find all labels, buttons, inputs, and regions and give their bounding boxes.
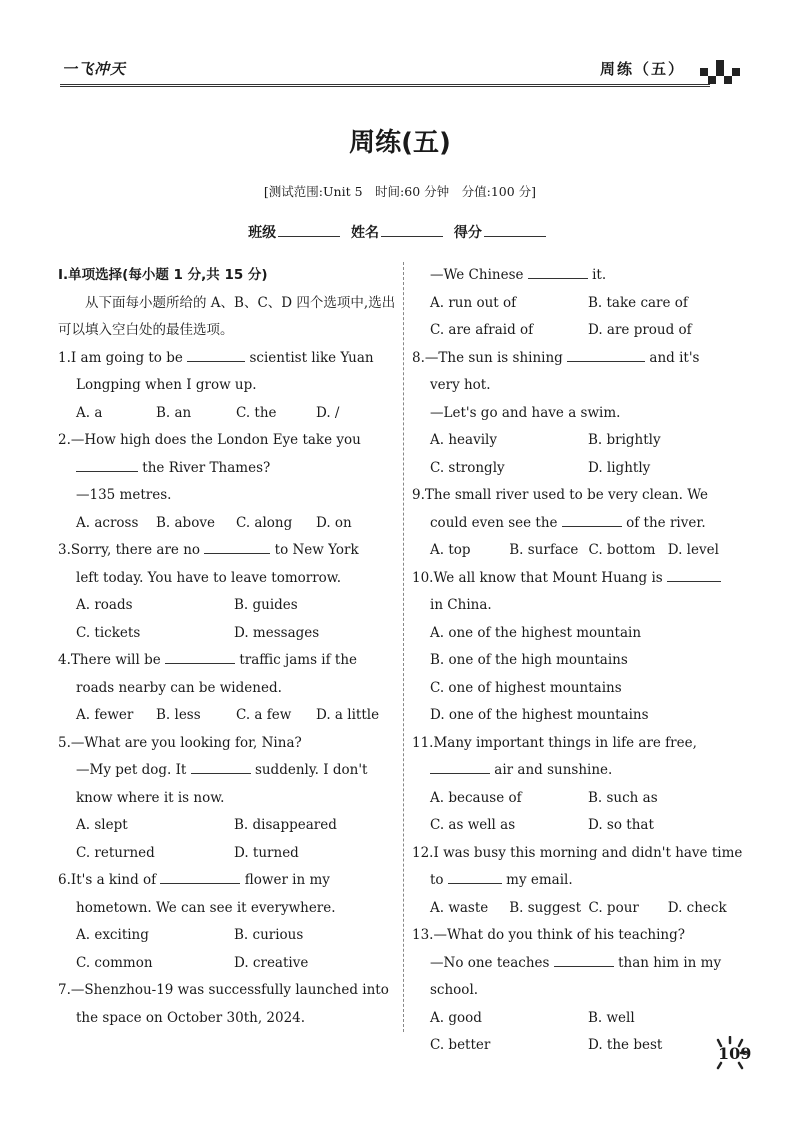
option-b[interactable]: B. guides xyxy=(234,597,298,613)
page-number: 109 xyxy=(712,1036,748,1072)
section-heading: Ⅰ.单项选择(每小题 1 分,共 15 分) xyxy=(58,267,268,283)
option-a[interactable]: A. across xyxy=(76,514,139,531)
checker-decoration-icon xyxy=(700,60,742,84)
answer-blank[interactable] xyxy=(204,540,270,554)
class-blank[interactable] xyxy=(278,222,340,237)
option-a[interactable]: A. top xyxy=(430,542,471,558)
option-a[interactable]: A. good xyxy=(430,1009,482,1026)
question-8: 8.—The sun is shining and it's very hot. —Let's go and have a swim. A. heavily B. brightly C. strongly D. lightly xyxy=(412,345,747,483)
answer-blank[interactable] xyxy=(187,348,245,362)
question-9: 9.The small river used to be very clean. We could even see the of the river. A. top B. surface C. bottom D. level xyxy=(412,482,747,565)
option-b[interactable]: B. brightly xyxy=(588,432,661,448)
option-c[interactable]: C. common xyxy=(76,954,153,971)
question-10: 10.We all know that Mount Huang is in China. A. one of the highest mountain B. one of the high mountains C. one of highest mountains D. one of the highest mountains xyxy=(412,565,747,730)
test-scope: [测试范围:Unit 5 时间:60 分钟 分值:100 分] xyxy=(263,184,537,199)
option-a[interactable]: A. because of xyxy=(430,789,522,806)
option-b[interactable]: B. above xyxy=(156,514,215,531)
left-column xyxy=(58,262,398,1032)
question-4: 4.There will be traffic jams if the roads nearby can be widened. A. fewer B. less C. a few D. a little xyxy=(58,647,398,730)
option-b[interactable]: B. an xyxy=(156,404,192,421)
option-d[interactable]: D. one of the highest mountains xyxy=(430,707,649,723)
option-c[interactable]: C. bottom xyxy=(588,542,656,558)
question-6: 6.It's a kind of flower in my hometown. We can see it everywhere. A. exciting B. curious C. common D. creative xyxy=(58,867,398,977)
name-label: 姓名 xyxy=(351,225,379,241)
option-b[interactable]: B. suggest xyxy=(509,899,582,916)
class-label: 班级 xyxy=(248,225,277,241)
option-d[interactable]: D. level xyxy=(667,542,719,558)
option-c[interactable]: C. a few xyxy=(236,707,292,723)
option-c[interactable]: C. tickets xyxy=(76,624,141,641)
option-d[interactable]: D. turned xyxy=(234,844,299,861)
right-column xyxy=(412,262,747,1060)
option-b[interactable]: B. less xyxy=(156,707,201,723)
page-title: 周练(五) xyxy=(349,128,451,158)
option-d[interactable]: D. the best xyxy=(588,1037,663,1053)
option-a[interactable]: A. waste xyxy=(430,899,489,916)
option-b[interactable]: B. one of the high mountains xyxy=(430,652,628,668)
option-a[interactable]: A. run out of xyxy=(430,294,517,311)
option-d[interactable]: D. are proud of xyxy=(588,322,692,338)
header-rule xyxy=(60,84,710,87)
score-label: 得分 xyxy=(453,225,482,241)
answer-blank[interactable] xyxy=(165,650,235,664)
answer-blank[interactable] xyxy=(554,953,614,967)
brand-header: 一飞冲天 xyxy=(62,60,127,78)
answer-blank[interactable] xyxy=(76,458,138,472)
option-b[interactable]: B. disappeared xyxy=(234,817,337,833)
option-c[interactable]: C. along xyxy=(236,514,293,531)
option-a[interactable]: A. a xyxy=(76,404,103,421)
option-b[interactable]: B. such as xyxy=(588,789,658,806)
answer-blank[interactable] xyxy=(160,870,240,884)
option-b[interactable]: B. surface xyxy=(509,542,579,558)
question-1: 1.I am going to be scientist like Yuan Longping when I grow up. A. a B. an C. the D. / xyxy=(58,345,398,428)
question-13: 13.—What do you think of his teaching? —No one teaches than him in my school. A. good B. well C. better D. the best xyxy=(412,922,747,1060)
answer-blank[interactable] xyxy=(667,568,721,582)
option-c[interactable]: C. one of highest mountains xyxy=(430,679,622,696)
option-c[interactable]: C. as well as xyxy=(430,817,516,833)
question-7: 7.—Shenzhou-19 was successfully launched into the space on October 30th, 2024. xyxy=(58,982,389,1026)
option-b[interactable]: B. curious xyxy=(234,927,304,943)
option-d[interactable]: D. so that xyxy=(588,817,654,833)
answer-blank[interactable] xyxy=(562,513,622,527)
score-blank[interactable] xyxy=(484,222,546,237)
option-c[interactable]: C. strongly xyxy=(430,459,505,476)
question-5: 5.—What are you looking for, Nina? —My pet dog. It suddenly. I don't know where it is now. A. slept B. disappeared C. returned D. turned xyxy=(58,730,398,868)
answer-blank[interactable] xyxy=(430,760,490,774)
option-a[interactable]: A. fewer xyxy=(76,707,134,723)
section-header: 周练（五） xyxy=(600,60,686,78)
option-a[interactable]: A. roads xyxy=(76,597,133,613)
option-c[interactable]: C. better xyxy=(430,1037,491,1053)
question-11: 11.Many important things in life are free, air and sunshine. A. because of B. such as C. as well as D. so that xyxy=(412,730,747,840)
question-12: 12.I was busy this morning and didn't have time to my email. A. waste B. suggest C. pour D. check xyxy=(412,840,747,923)
option-c[interactable]: C. pour xyxy=(588,899,639,916)
student-info xyxy=(0,222,800,242)
option-c[interactable]: C. are afraid of xyxy=(430,322,534,338)
option-a[interactable]: A. heavily xyxy=(430,432,497,448)
option-a[interactable]: A. one of the highest mountain xyxy=(430,624,642,641)
option-d[interactable]: D. creative xyxy=(234,954,309,971)
option-d[interactable]: D. a little xyxy=(316,707,380,723)
question-7-cont: —We Chinese it. A. run out of B. take care of C. are afraid of D. are proud of xyxy=(412,262,747,345)
option-b[interactable]: B. well xyxy=(588,1009,635,1026)
name-blank[interactable] xyxy=(381,222,443,237)
answer-blank[interactable] xyxy=(191,760,251,774)
option-d[interactable]: D. check xyxy=(667,899,727,916)
answer-blank[interactable] xyxy=(567,348,645,362)
option-d[interactable]: D. on xyxy=(316,514,352,531)
option-d[interactable]: D. lightly xyxy=(588,459,651,476)
answer-blank[interactable] xyxy=(528,265,588,279)
section-instruction: 从下面每小题所给的 A、B、C、D 四个选项中,选出可以填入空白处的最佳选项。 xyxy=(58,294,396,338)
option-c[interactable]: C. returned xyxy=(76,844,155,861)
question-3: 3.Sorry, there are no to New York left today. You have to leave tomorrow. A. roads B. guides C. tickets D. messages xyxy=(58,537,398,647)
option-b[interactable]: B. take care of xyxy=(588,294,688,311)
column-divider xyxy=(403,262,404,1032)
question-2: 2.—How high does the London Eye take you the River Thames? —135 metres. A. across B. above C. along D. on xyxy=(58,427,398,537)
option-d[interactable]: D. / xyxy=(316,404,340,421)
answer-blank[interactable] xyxy=(448,870,502,884)
option-d[interactable]: D. messages xyxy=(234,624,320,641)
option-c[interactable]: C. the xyxy=(236,404,277,421)
option-a[interactable]: A. exciting xyxy=(76,927,149,943)
option-a[interactable]: A. slept xyxy=(76,817,128,833)
